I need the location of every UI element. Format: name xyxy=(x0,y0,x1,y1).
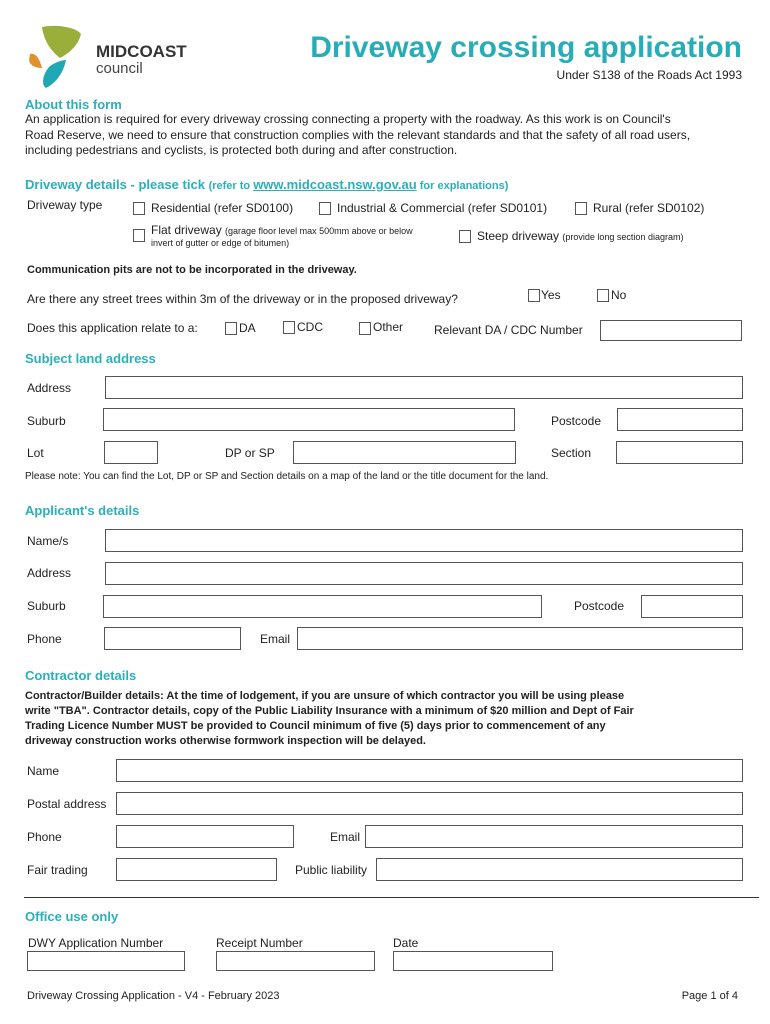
applicant-postcode-label: Postcode xyxy=(574,599,625,613)
logo-mark-icon xyxy=(26,24,88,92)
trees-no-label: No xyxy=(611,288,627,302)
refer-post: for explanations) xyxy=(416,180,509,192)
steep-label: Steep driveway xyxy=(477,229,560,243)
about-heading: About this form xyxy=(25,97,122,112)
page-number: Page 1 of 4 xyxy=(681,990,738,1002)
residential-label: Residential (refer SD0100) xyxy=(151,201,294,215)
residential-checkbox[interactable] xyxy=(133,202,145,215)
contractor-phone-input[interactable] xyxy=(116,825,294,848)
page-title: Driveway crossing application xyxy=(310,31,742,64)
trees-no-checkbox[interactable] xyxy=(597,289,609,302)
applicant-suburb-label: Suburb xyxy=(27,599,66,613)
land-postcode-label: Postcode xyxy=(551,414,602,428)
divider xyxy=(24,897,759,898)
contractor-note-line: driveway construction works otherwise formwork inspection will be delayed. xyxy=(25,735,426,747)
contractor-note-line: Contractor/Builder details: At the time of lodgement, if you are unsure of which contractor you will be using please xyxy=(25,690,625,702)
applicant-phone-label: Phone xyxy=(27,632,62,646)
industrial-checkbox[interactable] xyxy=(319,202,331,215)
flat-note: (garage floor level max 500mm above or below xyxy=(225,226,413,236)
page-subtitle: Under S138 of the Roads Act 1993 xyxy=(556,68,742,82)
da-label: DA xyxy=(239,321,256,335)
applicant-address-input[interactable] xyxy=(105,562,743,585)
applicant-suburb-input[interactable] xyxy=(103,595,542,618)
applicant-names-input[interactable] xyxy=(105,529,743,552)
midcoast-link[interactable]: www.midcoast.nsw.gov.au xyxy=(253,177,417,192)
contractor-name-input[interactable] xyxy=(116,759,743,782)
rural-label: Rural (refer SD0102) xyxy=(593,201,705,215)
land-address-label: Address xyxy=(27,381,72,395)
section-input[interactable] xyxy=(616,441,743,464)
land-note: Please note: You can find the Lot, DP or SP and Section details on a map of the land or the title document for the land. xyxy=(25,471,549,482)
applicant-email-input[interactable] xyxy=(297,627,743,650)
land-address-input[interactable] xyxy=(105,376,743,399)
land-postcode-input[interactable] xyxy=(617,408,743,431)
contractor-note-line: write "TBA". Contractor details, copy of the Public Liability Insurance with a minimum of $20 million and Dept of Fair xyxy=(25,705,634,717)
rural-checkbox[interactable] xyxy=(575,202,587,215)
flat-note-2: invert of gutter or edge of bitumen) xyxy=(151,238,290,248)
other-checkbox[interactable] xyxy=(359,322,371,335)
relate-question: Does this application relate to a: xyxy=(27,321,198,335)
trees-question: Are there any street trees within 3m of the driveway or in the proposed driveway? xyxy=(27,292,458,306)
flat-label: Flat driveway xyxy=(151,223,222,237)
dp-label: DP or SP xyxy=(225,446,275,460)
applicant-address-label: Address xyxy=(27,566,72,580)
cdc-label: CDC xyxy=(297,320,323,334)
driveway-heading-text: Driveway details - please tick xyxy=(25,177,205,192)
pits-note: Communication pits are not to be incorporated in the driveway. xyxy=(27,264,357,276)
applicant-email-label: Email xyxy=(260,632,291,646)
driveway-heading xyxy=(25,177,508,192)
contractor-name-label: Name xyxy=(27,764,60,778)
applicant-phone-input[interactable] xyxy=(104,627,241,650)
receipt-label: Receipt Number xyxy=(216,936,303,950)
about-line: including pedestrians and cyclists, is protected both during and after construction. xyxy=(25,143,458,157)
section-label: Section xyxy=(551,446,592,460)
public-liability-input[interactable] xyxy=(376,858,743,881)
relevant-number-input[interactable] xyxy=(600,320,742,341)
contractor-email-input[interactable] xyxy=(365,825,743,848)
dp-input[interactable] xyxy=(293,441,516,464)
fair-trading-label: Fair trading xyxy=(27,863,88,877)
contractor-email-label: Email xyxy=(330,830,361,844)
public-liability-label: Public liability xyxy=(295,863,368,877)
applicant-heading: Applicant's details xyxy=(25,503,140,518)
about-line: Road Reserve, we need to ensure that construction complies with the relevant standards and that the safety of all road users, xyxy=(25,128,691,142)
brand-sub: council xyxy=(96,60,143,77)
da-checkbox[interactable] xyxy=(225,322,237,335)
land-suburb-input[interactable] xyxy=(103,408,515,431)
applicant-postcode-input[interactable] xyxy=(641,595,743,618)
dwy-input[interactable] xyxy=(27,951,185,971)
contractor-note-line: Trading Licence Number MUST be provided to Council minimum of five (5) days prior to commencement of any xyxy=(25,720,606,732)
flat-driveway-checkbox[interactable] xyxy=(133,229,145,242)
other-label: Other xyxy=(373,320,404,334)
flat-driveway-label xyxy=(151,223,413,237)
office-heading: Office use only xyxy=(25,909,119,924)
steep-note: (provide long section diagram) xyxy=(562,232,684,242)
steep-driveway-checkbox[interactable] xyxy=(459,230,471,243)
trees-yes-label: Yes xyxy=(541,288,561,302)
contractor-postal-label: Postal address xyxy=(27,797,107,811)
dwy-label: DWY Application Number xyxy=(28,936,164,950)
cdc-checkbox[interactable] xyxy=(283,321,295,334)
lot-input[interactable] xyxy=(104,441,158,464)
footer-left: Driveway Crossing Application - V4 - February 2023 xyxy=(27,990,280,1002)
receipt-input[interactable] xyxy=(216,951,375,971)
brand-name: MIDCOAST xyxy=(96,42,187,61)
relevant-number-label: Relevant DA / CDC Number xyxy=(434,323,583,337)
applicant-names-label: Name/s xyxy=(27,534,69,548)
lot-label: Lot xyxy=(27,446,44,460)
refer-pre: (refer to xyxy=(208,180,254,192)
trees-yes-checkbox[interactable] xyxy=(528,289,540,302)
steep-driveway-label xyxy=(477,229,683,243)
contractor-postal-input[interactable] xyxy=(116,792,743,815)
date-input[interactable] xyxy=(393,951,553,971)
fair-trading-input[interactable] xyxy=(116,858,277,881)
about-line: An application is required for every driveway crossing connecting a property with the roadway. As this work is on Council's xyxy=(25,112,671,126)
contractor-phone-label: Phone xyxy=(27,830,62,844)
date-label: Date xyxy=(393,936,419,950)
land-suburb-label: Suburb xyxy=(27,414,66,428)
industrial-label: Industrial & Commercial (refer SD0101) xyxy=(337,201,548,215)
driveway-type-label: Driveway type xyxy=(27,198,103,212)
land-heading: Subject land address xyxy=(25,351,156,366)
contractor-heading: Contractor details xyxy=(25,668,137,683)
